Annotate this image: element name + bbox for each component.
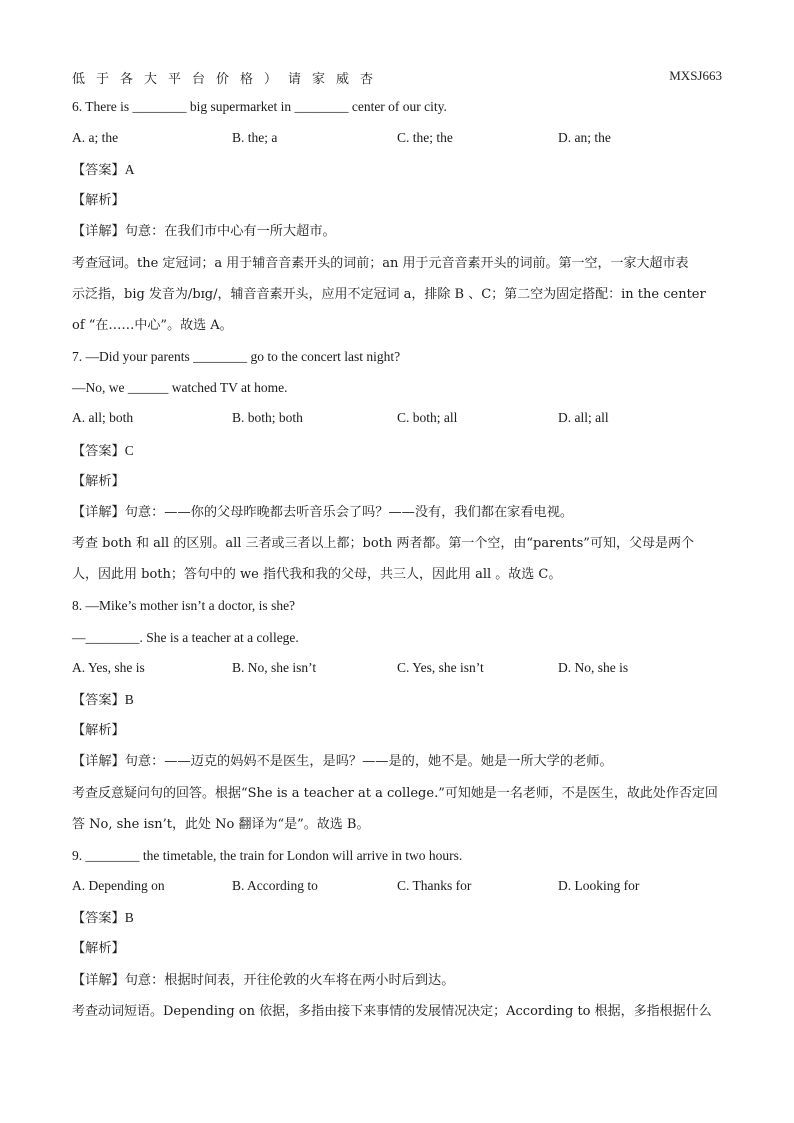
question-9-answer	[72, 909, 732, 928]
question-9-stem: 9. ________ the timetable, the train for London will arrive in two hours.	[72, 848, 463, 863]
option-b: B. the; a	[232, 130, 278, 145]
question-6-detail	[72, 223, 732, 241]
option-a: A. a; the	[72, 130, 119, 145]
question-6-explanation-line: of “在……中心”。故选 A。	[72, 318, 233, 333]
answer-value: A	[124, 162, 135, 177]
answer-value: C	[124, 443, 134, 458]
question-6-stem: 6. There is ________ big supermarket in ________ center of our city.	[72, 99, 447, 114]
option-c: C. the; the	[397, 130, 453, 145]
question-8-detail	[72, 753, 732, 771]
answer-label: 【答案】	[72, 163, 125, 178]
detail-label: 【详解】	[72, 224, 125, 239]
option-a: A. Yes, she is	[72, 660, 145, 675]
question-9-options	[72, 878, 732, 896]
question-6-analysis-label: 【解析】	[72, 193, 125, 208]
option-c: C. Thanks for	[397, 878, 472, 893]
option-d: D. all; all	[558, 410, 609, 425]
question-8-explanation-line: 答 No, she isn’t，此处 No 翻译为“是”。故选 B。	[72, 817, 370, 832]
question-7-options	[72, 410, 732, 428]
option-d: D. No, she is	[558, 660, 629, 675]
answer-label: 【答案】	[72, 444, 125, 459]
option-a: A. all; both	[72, 410, 134, 425]
question-8-stem-reply: —________. She is a teacher at a college.	[72, 630, 299, 645]
detail-text: 句意：——迈克的妈妈不是医生，是吗？——是的，她不是。她是一所大学的老师。	[124, 754, 613, 769]
option-d: D. Looking for	[558, 878, 640, 893]
question-8-stem: 8. —Mike’s mother isn’t a doctor, is she?	[72, 598, 296, 613]
question-6-options	[72, 130, 732, 148]
answer-value: B	[124, 910, 134, 925]
option-d: D. an; the	[558, 130, 611, 145]
header-code: MXSJ663	[669, 68, 722, 83]
question-8-answer	[72, 691, 732, 710]
answer-value: B	[124, 692, 134, 707]
question-8-analysis-label: 【解析】	[72, 723, 125, 738]
option-a: A. Depending on	[72, 878, 165, 893]
detail-text: 句意：根据时间表，开往伦敦的火车将在两小时后到达。	[124, 973, 455, 988]
detail-text: 句意：——你的父母昨晚都去听音乐会了吗？——没有，我们都在家看电视。	[124, 505, 574, 520]
question-6-explanation-line: 考查冠词。the 定冠词；a 用于辅音音素开头的词前；an 用于元音音素开头的词前。第一空，一家大超市表	[72, 256, 689, 271]
question-6-explanation-line: 示泛指，big 发音为/bɪg/，辅音音素开头，应用不定冠词 a，排除 B 、C；第二空为固定搭配：in the center	[72, 287, 706, 302]
question-7-stem: 7. —Did your parents ________ go to the concert last night?	[72, 349, 401, 364]
detail-label: 【详解】	[72, 505, 125, 520]
option-b: B. No, she isn’t	[232, 660, 317, 675]
detail-text: 句意：在我们市中心有一所大超市。	[124, 224, 336, 239]
question-9-detail	[72, 972, 732, 990]
option-c: C. Yes, she isn’t	[397, 660, 484, 675]
question-7-explanation-line: 考查 both 和 all 的区别。all 三者或三者以上都；both 两者都。第一个空，由“parents”可知，父母是两个	[72, 536, 694, 551]
question-7-answer	[72, 442, 732, 461]
question-7-detail	[72, 504, 732, 522]
answer-label: 【答案】	[72, 911, 125, 926]
question-8-explanation-line: 考查反意疑问句的回答。根据“She is a teacher at a college.”可知她是一名老师，不是医生，故此处作否定回	[72, 786, 718, 801]
detail-label: 【详解】	[72, 754, 125, 769]
question-7-explanation-line: 人，因此用 both；答句中的 we 指代我和我的父母，共三人，因此用 all 。故选 C。	[72, 567, 562, 582]
option-c: C. both; all	[397, 410, 458, 425]
page-header	[72, 68, 722, 86]
question-8-options	[72, 660, 732, 678]
question-7-stem-reply: —No, we ______ watched TV at home.	[72, 380, 288, 395]
answer-label: 【答案】	[72, 693, 125, 708]
option-b: B. According to	[232, 878, 318, 893]
question-9-analysis-label: 【解析】	[72, 941, 125, 956]
header-left-text: 低于各大平台价格）请家威杏	[72, 72, 385, 87]
option-b: B. both; both	[232, 410, 303, 425]
question-9-explanation-line: 考查动词短语。Depending on 依据，多指由接下来事情的发展情况决定；According to 根据，多指根据什么	[72, 1004, 712, 1019]
question-6-answer	[72, 161, 732, 180]
detail-label: 【详解】	[72, 973, 125, 988]
question-7-analysis-label: 【解析】	[72, 474, 125, 489]
